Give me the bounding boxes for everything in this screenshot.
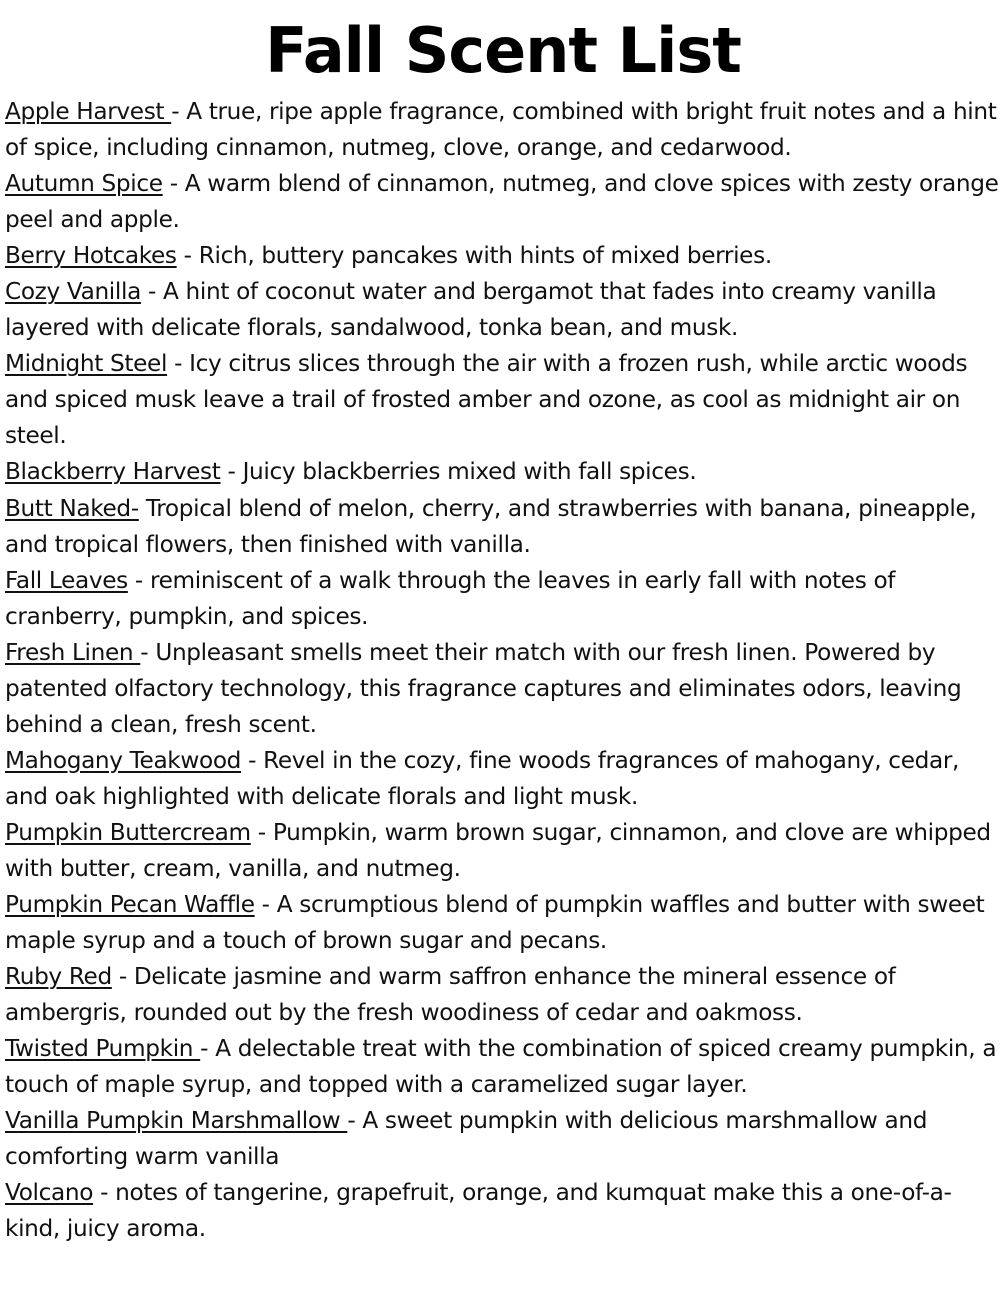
scent-name: Volcano xyxy=(5,1179,94,1207)
scent-entry-cozy-vanilla xyxy=(5,274,1005,346)
scent-name: Twisted Pumpkin xyxy=(5,1035,201,1063)
scent-name: Pumpkin Buttercream xyxy=(5,818,251,846)
scent-entry-berry-hotcakes xyxy=(5,238,1005,274)
page-title: Fall Scent List xyxy=(265,14,741,87)
scent-name: Vanilla Pumpkin Marshmallow xyxy=(5,1107,348,1135)
scent-entry-apple-harvest xyxy=(5,94,1005,166)
scent-entry-pumpkin-pecan-waffle xyxy=(5,887,1005,959)
scent-entry-pumpkin-buttercream xyxy=(5,815,1005,887)
scent-name: Autumn Spice xyxy=(5,170,163,198)
scent-description: - A true, ripe apple fragrance, combined with bright fruit notes and a hint of spice, including cinnamon, nutmeg, clove, orange, and cedarwood. xyxy=(5,98,997,162)
scent-entry-ruby-red xyxy=(5,959,1005,1031)
scent-entry-blackberry-harvest xyxy=(5,454,1005,490)
scent-description: - Delicate jasmine and warm saffron enhance the mineral essence of ambergris, rounded out by the fresh woodiness of cedar and oakmoss. xyxy=(5,963,896,1027)
scent-name: Midnight Steel xyxy=(5,350,168,378)
scent-entry-fall-leaves xyxy=(5,563,1005,635)
scent-description: - Pumpkin, warm brown sugar, cinnamon, and clove are whipped with butter, cream, vanilla, and nutmeg. xyxy=(5,818,991,882)
scent-description: - notes of tangerine, grapefruit, orange, and kumquat make this a one-of-a-kind, juicy aroma. xyxy=(5,1179,952,1243)
scent-entry-autumn-spice xyxy=(5,166,1005,238)
scent-description: - A scrumptious blend of pumpkin waffles and butter with sweet maple syrup and a touch of brown sugar and pecans. xyxy=(5,891,985,955)
scent-description: - A sweet pumpkin with delicious marshmallow and comforting warm vanilla xyxy=(5,1107,928,1171)
scent-description: - Rich, buttery pancakes with hints of mixed berries. xyxy=(176,242,772,270)
scent-name: Cozy Vanilla xyxy=(5,278,141,306)
scent-description: - A warm blend of cinnamon, nutmeg, and clove spices with zesty orange peel and apple. xyxy=(5,170,999,234)
scent-entry-mahogany-teakwood xyxy=(5,743,1005,815)
scent-description: - Juicy blackberries mixed with fall spices. xyxy=(220,458,697,486)
scent-name: Berry Hotcakes xyxy=(5,242,177,270)
scent-entry-vanilla-pumpkin-marshmallow xyxy=(5,1103,1005,1175)
scent-name: Blackberry Harvest xyxy=(5,458,221,486)
scent-entry-butt-naked xyxy=(5,491,1005,563)
scent-entry-volcano xyxy=(5,1175,1005,1247)
scent-name: Fall Leaves xyxy=(5,566,128,594)
scent-description: - Unpleasant smells meet their match with our fresh linen. Powered by patented olfactory technology, this fragrance captures and eliminates odors, leaving behind a clean, fresh scent. xyxy=(5,638,962,738)
scent-description: - Icy citrus slices through the air with a frozen rush, while arctic woods and spiced musk leave a trail of frosted amber and ozone, as cool as midnight air on steel. xyxy=(5,350,968,450)
scent-name: Ruby Red xyxy=(5,963,112,991)
scent-name: Butt Naked- xyxy=(5,494,139,522)
scent-entry-fresh-linen xyxy=(5,635,1005,743)
scent-name: Pumpkin Pecan Waffle xyxy=(5,891,255,919)
scent-description: - A hint of coconut water and bergamot that fades into creamy vanilla layered with delicate florals, sandalwood, tonka bean, and musk. xyxy=(5,278,937,342)
scent-description: Tropical blend of melon, cherry, and strawberries with banana, pineapple, and tropical flowers, then finished with vanilla. xyxy=(5,494,977,558)
scent-description: - reminiscent of a walk through the leaves in early fall with notes of cranberry, pumpkin, and spices. xyxy=(5,566,896,630)
scent-entry-midnight-steel xyxy=(5,346,1005,454)
scent-description: - Revel in the cozy, fine woods fragrances of mahogany, cedar, and oak highlighted with delicate florals and light musk. xyxy=(5,746,960,810)
scent-description: - A delectable treat with the combination of spiced creamy pumpkin, a touch of maple syrup, and topped with a caramelized sugar layer. xyxy=(5,1035,997,1099)
scent-name: Apple Harvest xyxy=(5,98,172,125)
scent-name: Mahogany Teakwood xyxy=(5,746,242,774)
scent-list xyxy=(5,94,1005,1248)
scent-name: Fresh Linen xyxy=(5,638,141,666)
scent-entry-twisted-pumpkin xyxy=(5,1031,1005,1103)
